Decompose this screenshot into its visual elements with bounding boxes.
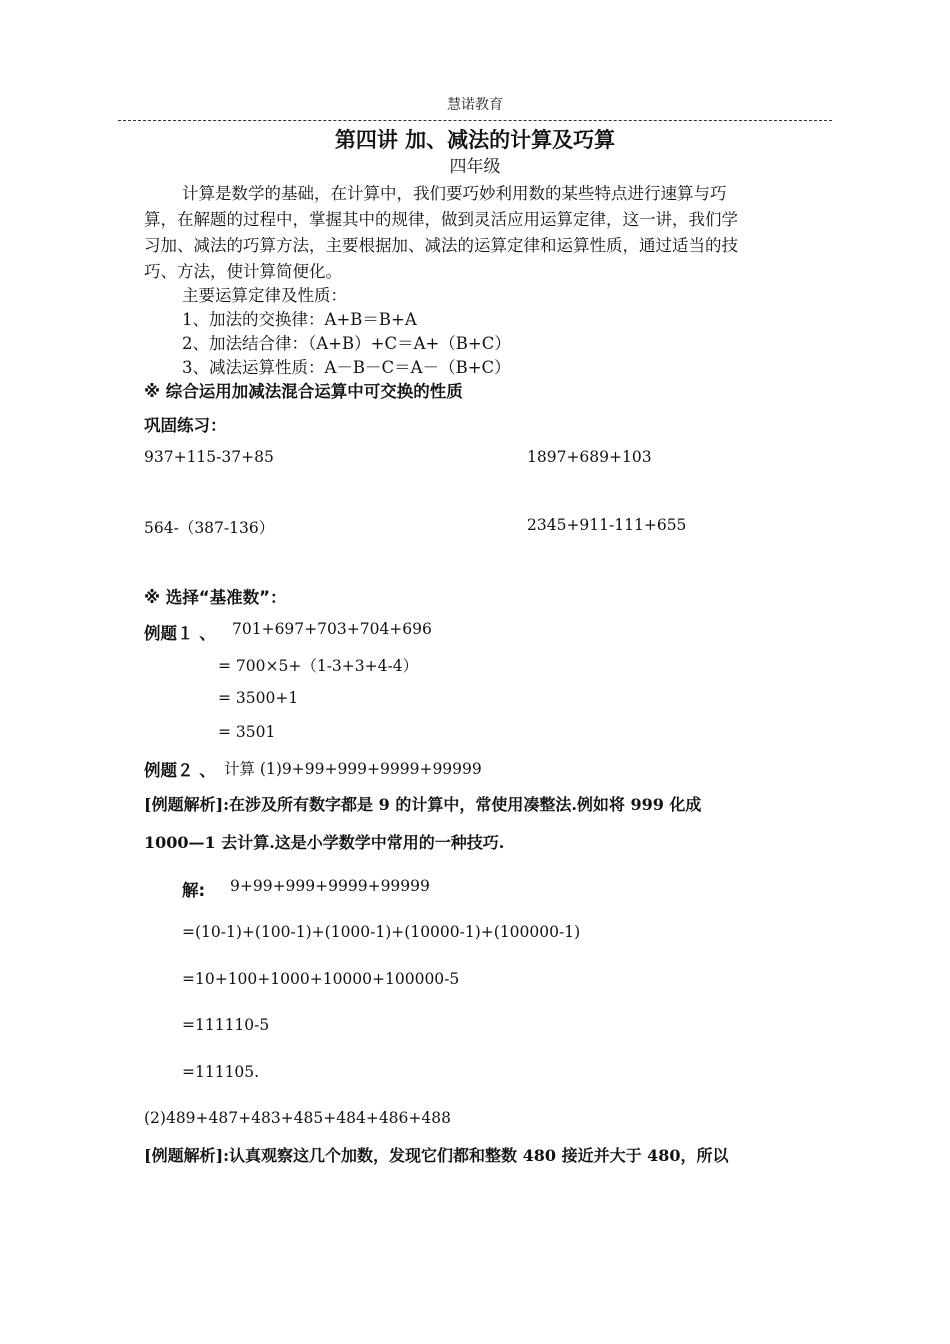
example2-label: 例题２ 、: [144, 761, 216, 780]
example1-label: 例题１ 、: [144, 624, 216, 643]
page-header: 慧诺教育: [447, 97, 503, 113]
solution-step-1: =(10-1)+(100-1)+(1000-1)+(10000-1)+(100000-1): [182, 923, 581, 941]
practice-problem-4: 2345+911-111+655: [527, 516, 687, 534]
solution-expression: 9+99+999+9999+99999: [230, 877, 430, 895]
intro-line-4: 巧、方法，使计算简便化。: [144, 262, 342, 281]
page-title: 第四讲 加、减法的计算及巧算: [334, 128, 616, 152]
intro-line-1: 计算是数学的基础，在计算中，我们要巧妙利用数的某些特点进行速算与巧: [182, 184, 727, 203]
header-divider: [118, 120, 832, 121]
rule-item-1: 1、加法的交换律：A+B＝B+A: [182, 310, 417, 329]
solution-step-2: =10+100+1000+10000+100000-5: [182, 970, 460, 988]
solution-label: 解:: [182, 881, 206, 900]
rule-item-2: 2、加法结合律：（A+B）+C＝A+（B+C）: [182, 334, 511, 353]
solution-step-4: =111105.: [182, 1063, 260, 1081]
example1-step-1: = 700×5+（1-3+3+4-4）: [218, 657, 419, 675]
example2-analysis-2: [例题解析]:认真观察这几个加数，发现它们都和整数 480 接近并大于 480，所以: [144, 1146, 729, 1165]
rules-heading: 主要运算定律及性质：: [182, 286, 347, 305]
intro-line-3: 习加、减法的巧算方法，主要根据加、减法的运算定律和运算性质，通过适当的技: [144, 236, 738, 255]
example2-part2: (2)489+487+483+485+484+486+488: [144, 1109, 451, 1127]
example2-expression: 计算 (1)9+99+999+9999+99999: [224, 760, 482, 778]
grade-subtitle: 四年级: [449, 157, 501, 177]
example1-step-2: = 3500+1: [218, 689, 299, 707]
solution-step-3: =111110-5: [182, 1016, 270, 1034]
section-heading-commutative: ※ 综合运用加减法混合运算中可交换的性质: [144, 382, 463, 401]
example2-analysis-line-2: 1000—1 去计算.这是小学数学中常用的一种技巧.: [144, 833, 505, 852]
section-heading-base-number: ※ 选择“基准数”：: [144, 588, 287, 607]
practice-heading: 巩固练习：: [144, 416, 227, 435]
example1-expression: 701+697+703+704+696: [232, 620, 432, 638]
practice-problem-1: 937+115-37+85: [144, 448, 274, 466]
intro-line-2: 算，在解题的过程中，掌握其中的规律，做到灵活应用运算定律，这一讲，我们学: [144, 210, 738, 229]
practice-problem-3: 564-（387-136）: [144, 519, 275, 537]
example2-analysis-line-1: [例题解析]:在涉及所有数字都是 9 的计算中，常使用凑整法.例如将 999 化成: [144, 795, 702, 814]
example1-step-3: = 3501: [218, 723, 276, 741]
rule-item-3: 3、减法运算性质：A－B－C＝A－（B+C）: [182, 358, 511, 377]
practice-problem-2: 1897+689+103: [527, 448, 652, 466]
